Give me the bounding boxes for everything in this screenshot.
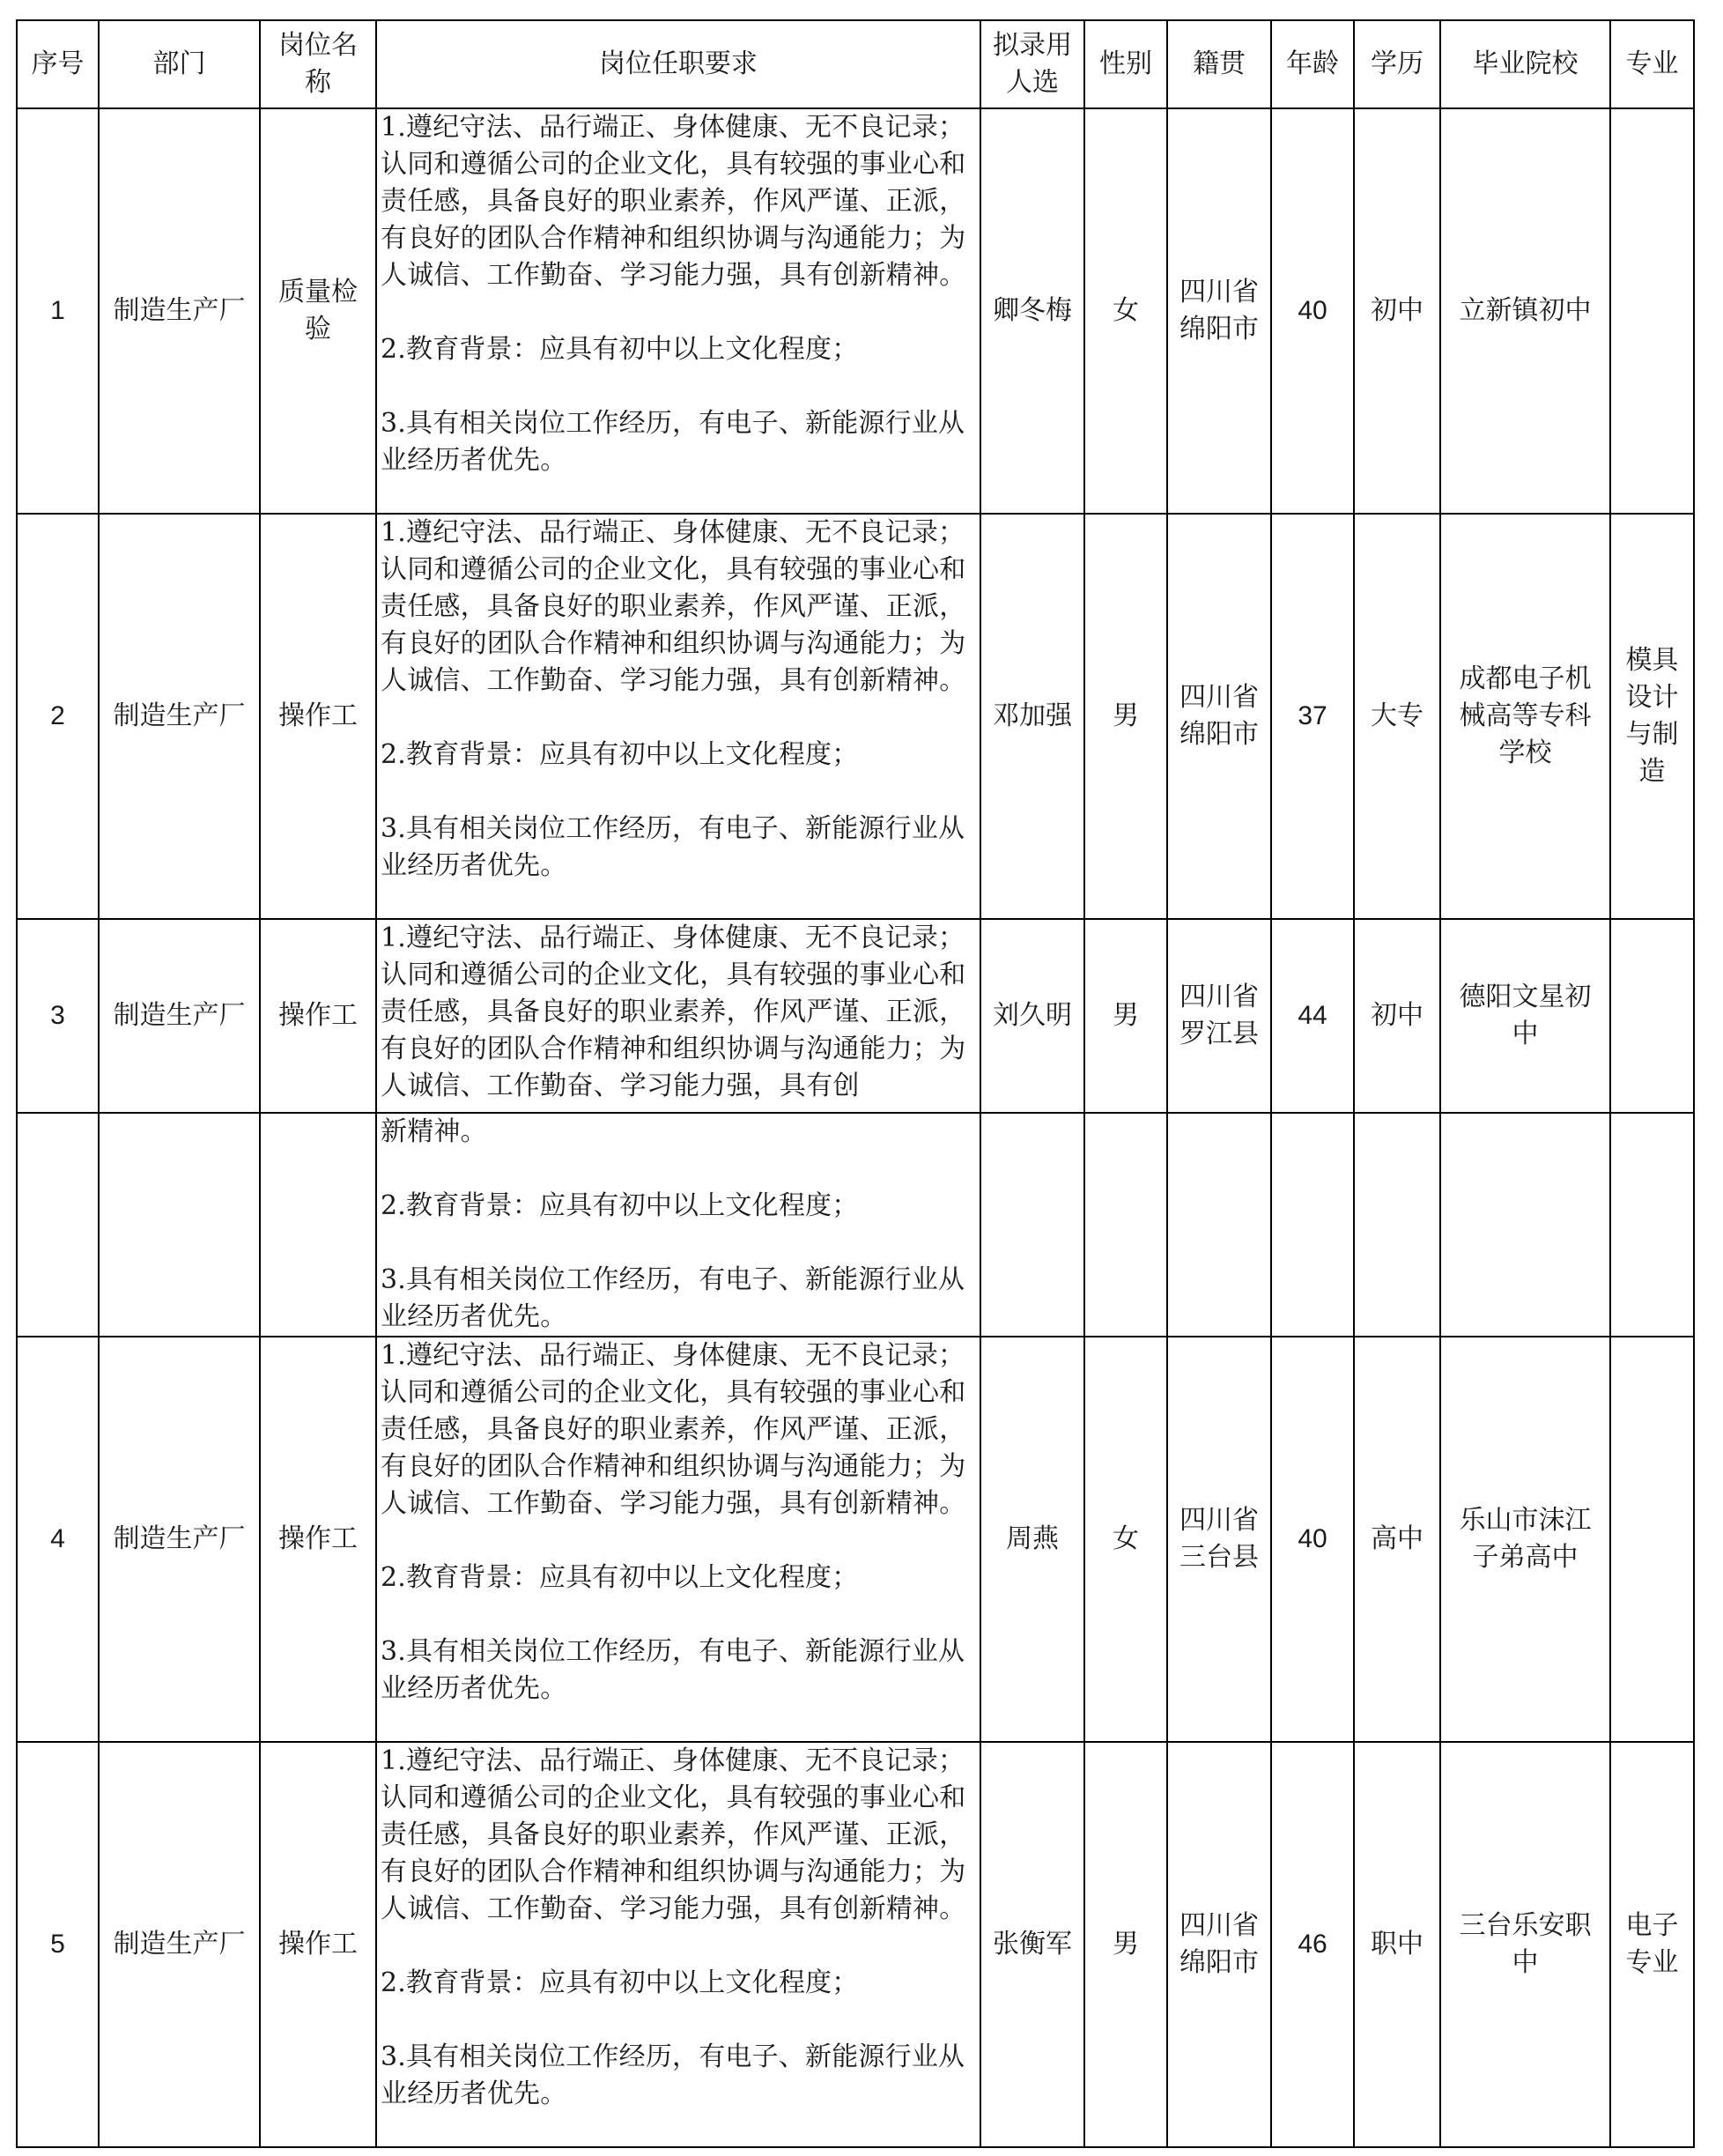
cell-major: [1610, 108, 1694, 514]
cell-origin: [1167, 108, 1271, 514]
header-gender: 性别: [1084, 20, 1167, 108]
cell-school: [1440, 919, 1610, 1113]
cell-seq: 1: [17, 108, 99, 514]
table-row: [17, 919, 1694, 1113]
cell-post-text: 操作工: [278, 700, 358, 731]
cell-requirements: [376, 1742, 980, 2147]
cell-dept: 制造生产厂: [99, 514, 260, 919]
cell-major: [1610, 514, 1694, 919]
recruitment-table-part-2: [16, 1112, 1695, 2148]
requirement-2: 2.教育背景：应具有初中以上文化程度；: [381, 1190, 859, 1221]
cell-post: [260, 514, 376, 919]
cell-school-text: 德阳文星初中: [1459, 982, 1592, 1049]
cell-dept: 制造生产厂: [99, 108, 260, 514]
cell-gender: 女: [1084, 108, 1167, 514]
cell-candidate: 卿冬梅: [980, 108, 1084, 514]
cell-seq: 5: [17, 1742, 99, 2147]
cell-requirements: [376, 1337, 980, 1742]
cell-edu: 初中: [1354, 919, 1440, 1113]
cell-requirements: [376, 108, 980, 514]
cell-dept-empty: [99, 1113, 260, 1337]
cell-post: [260, 1337, 376, 1742]
cell-dept: 制造生产厂: [99, 1337, 260, 1742]
cell-school: [1440, 1337, 1610, 1742]
requirement-3: 3.具有相关岗位工作经历，有电子、新能源行业从业经历者优先。: [381, 1264, 965, 1332]
cell-gender: 男: [1084, 514, 1167, 919]
cell-origin-text: 四川省三台县: [1179, 1505, 1259, 1573]
table-row: [17, 108, 1694, 514]
cell-school: [1440, 1742, 1610, 2147]
cell-age-empty: [1271, 1113, 1354, 1337]
cell-gender-empty: [1084, 1113, 1167, 1337]
table-row: [17, 1742, 1694, 2147]
cell-school-empty: [1440, 1113, 1610, 1337]
requirement-2: 2.教育背景：应具有初中以上文化程度；: [381, 334, 859, 365]
cell-seq: 3: [17, 919, 99, 1113]
header-edu: 学历: [1354, 20, 1440, 108]
requirement-2: 2.教育背景：应具有初中以上文化程度；: [381, 739, 859, 770]
recruitment-table-part-1: [16, 19, 1695, 1114]
cell-post: [260, 1742, 376, 2147]
table-row: [17, 514, 1694, 919]
cell-school: [1440, 514, 1610, 919]
cell-age: 40: [1271, 108, 1354, 514]
requirement-1: 1.遵纪守法、品行端正、身体健康、无不良记录；认同和遵循公司的企业文化，具有较强的事业心和责任感，具备良好的职业素养，作风严谨、正派，有良好的团队合作精神和组织协调与沟通能力；为人诚信、工作勤奋、学习能力强，具有创新精神。: [381, 1340, 966, 1519]
cell-school-text: 乐山市沫江子弟高中: [1459, 1505, 1592, 1573]
cell-origin: [1167, 1337, 1271, 1742]
requirement-1: 1.遵纪守法、品行端正、身体健康、无不良记录；认同和遵循公司的企业文化，具有较强的事业心和责任感，具备良好的职业素养，作风严谨、正派，有良好的团队合作精神和组织协调与沟通能力；为人诚信、工作勤奋、学习能力强，具有创新精神。: [381, 1745, 966, 1924]
header-school: 毕业院校: [1440, 20, 1610, 108]
cell-age: 40: [1271, 1337, 1354, 1742]
cell-edu: 初中: [1354, 108, 1440, 514]
cell-seq: 2: [17, 514, 99, 919]
header-major: 专业: [1610, 20, 1694, 108]
requirement-2: 2.教育背景：应具有初中以上文化程度；: [381, 1562, 859, 1593]
requirement-3: 3.具有相关岗位工作经历，有电子、新能源行业从业经历者优先。: [381, 1636, 965, 1704]
cell-edu-empty: [1354, 1113, 1440, 1337]
cell-school-text: 立新镇初中: [1459, 295, 1592, 326]
header-requirements: 岗位任职要求: [376, 20, 980, 108]
cell-major: [1610, 1742, 1694, 2147]
cell-major-empty: [1610, 1113, 1694, 1337]
table-header-row: [17, 20, 1694, 108]
requirement-2: 2.教育背景：应具有初中以上文化程度；: [381, 1967, 859, 1998]
cell-origin-empty: [1167, 1113, 1271, 1337]
requirement-3: 3.具有相关岗位工作经历，有电子、新能源行业从业经历者优先。: [381, 2041, 965, 2109]
header-dept: 部门: [99, 20, 260, 108]
cell-major: [1610, 919, 1694, 1113]
cell-seq-empty: [17, 1113, 99, 1337]
cell-dept: 制造生产厂: [99, 919, 260, 1113]
header-candidate: [980, 20, 1084, 108]
cell-gender: 女: [1084, 1337, 1167, 1742]
cell-post-text: 操作工: [278, 1000, 358, 1031]
requirement-1: 1.遵纪守法、品行端正、身体健康、无不良记录；认同和遵循公司的企业文化，具有较强的事业心和责任感，具备良好的职业素养，作风严谨、正派，有良好的团队合作精神和组织协调与沟通能力；为人诚信、工作勤奋、学习能力强，具有创新精神。: [381, 517, 966, 696]
cell-origin-text: 四川省绵阳市: [1179, 277, 1259, 345]
cell-post: [260, 919, 376, 1113]
cell-candidate: 张衡军: [980, 1742, 1084, 2147]
cell-gender: 男: [1084, 919, 1167, 1113]
cell-seq: 4: [17, 1337, 99, 1742]
cell-origin: [1167, 919, 1271, 1113]
cell-candidate: 周燕: [980, 1337, 1084, 1742]
cell-age: 37: [1271, 514, 1354, 919]
cell-age: 46: [1271, 1742, 1354, 2147]
requirement-1-part-1: 1.遵纪守法、品行端正、身体健康、无不良记录；认同和遵循公司的企业文化，具有较强的事业心和责任感，具备良好的职业素养，作风严谨、正派，有良好的团队合作精神和组织协调与沟通能力；为人诚信、工作勤奋、学习能力强，具有创: [381, 922, 966, 1101]
cell-school: [1440, 108, 1610, 514]
cell-edu: 职中: [1354, 1742, 1440, 2147]
cell-post-text: 操作工: [278, 1929, 358, 1960]
header-post: [260, 20, 376, 108]
cell-gender: 男: [1084, 1742, 1167, 2147]
cell-post-text: 操作工: [278, 1523, 358, 1554]
cell-candidate: 刘久明: [980, 919, 1084, 1113]
table-row-continuation: [17, 1113, 1694, 1337]
cell-school-text: 三台乐安职中: [1459, 1910, 1592, 1978]
requirement-3: 3.具有相关岗位工作经历，有电子、新能源行业从业经历者优先。: [381, 408, 965, 476]
cell-major-text: 电子专业: [1625, 1910, 1679, 1978]
cell-origin-text: 四川省绵阳市: [1179, 682, 1259, 750]
cell-requirements: [376, 514, 980, 919]
requirement-1: 1.遵纪守法、品行端正、身体健康、无不良记录；认同和遵循公司的企业文化，具有较强的事业心和责任感，具备良好的职业素养，作风严谨、正派，有良好的团队合作精神和组织协调与沟通能力；为人诚信、工作勤奋、学习能力强，具有创新精神。: [381, 112, 966, 291]
header-seq: 序号: [17, 20, 99, 108]
cell-major: [1610, 1337, 1694, 1742]
cell-candidate-empty: [980, 1113, 1084, 1337]
cell-origin-text: 四川省罗江县: [1179, 982, 1259, 1049]
cell-post: [260, 108, 376, 514]
requirement-3: 3.具有相关岗位工作经历，有电子、新能源行业从业经历者优先。: [381, 813, 965, 881]
cell-major-text: 模具设计与制造: [1625, 645, 1679, 787]
cell-origin: [1167, 1742, 1271, 2147]
header-age: 年龄: [1271, 20, 1354, 108]
cell-edu: 大专: [1354, 514, 1440, 919]
header-post-label: 岗位名称: [278, 30, 358, 98]
cell-dept: 制造生产厂: [99, 1742, 260, 2147]
cell-school-text: 成都电子机械高等专科学校: [1459, 663, 1592, 768]
cell-origin-text: 四川省绵阳市: [1179, 1910, 1259, 1978]
header-origin: 籍贯: [1167, 20, 1271, 108]
cell-post-empty: [260, 1113, 376, 1337]
requirement-1-part-2: 新精神。: [381, 1116, 487, 1147]
cell-requirements: [376, 919, 980, 1113]
cell-candidate: 邓加强: [980, 514, 1084, 919]
cell-age: 44: [1271, 919, 1354, 1113]
cell-edu: 高中: [1354, 1337, 1440, 1742]
table-row: [17, 1337, 1694, 1742]
header-candidate-label: 拟录用人选: [993, 30, 1072, 98]
cell-post-text: 质量检验: [278, 277, 358, 345]
cell-requirements: [376, 1113, 980, 1337]
cell-origin: [1167, 514, 1271, 919]
